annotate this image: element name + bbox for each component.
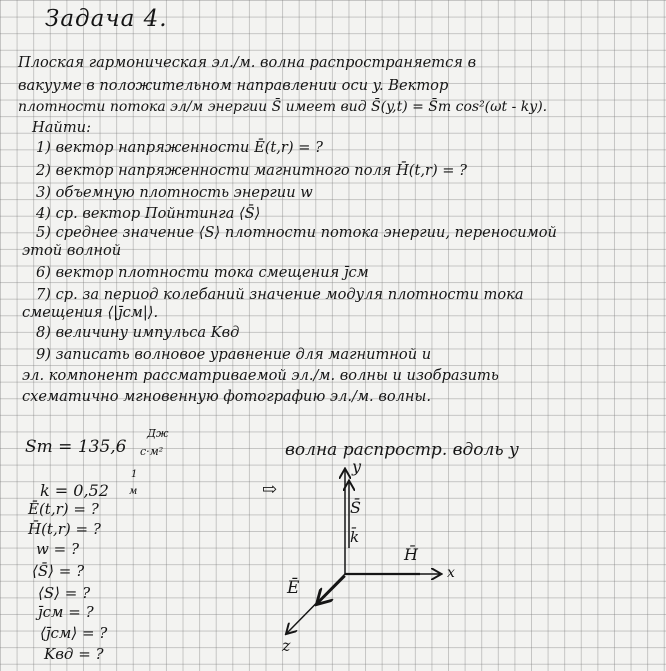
task-5: 5) среднее значение ⟨S⟩ плотности потока энергии, переносимой: [36, 224, 557, 241]
label-vector-E: Ē: [287, 578, 300, 598]
vector-E: [318, 576, 345, 603]
unknown-j: j̄см = ?: [38, 603, 94, 621]
task-1: 1) вектор напряженности Ē(t,r) = ?: [36, 139, 323, 156]
label-y-axis: y: [352, 457, 362, 476]
given-k: k = 0,52: [40, 481, 109, 500]
task-3: 3) объемную плотность энергии w: [36, 184, 313, 201]
task-7: 7) ср. за период колебаний значение модуля плотности тока: [36, 286, 524, 303]
unknown-K: Kвд = ?: [44, 645, 104, 663]
given-sm: Sm = 135,6: [25, 437, 127, 457]
task-6: 6) вектор плотности тока смещения j̄см: [36, 264, 369, 281]
given-sm-unit-den: с·м²: [140, 445, 164, 458]
task-2: 2) вектор напряженности магнитного поля H̄(t,r) = ?: [36, 162, 468, 179]
label-vector-k: k̄: [350, 528, 360, 546]
wave-direction-note: волна распростр. вдоль y: [285, 440, 519, 460]
task-9-cont: эл. компонент рассматриваемой эл./м. волны и изобразить: [22, 367, 499, 384]
task-7-cont: смещения ⟨|j̄см|⟩.: [22, 304, 159, 321]
find-heading: Найти:: [32, 119, 91, 136]
task-8: 8) величину импульса Kвд: [36, 324, 240, 341]
implies-arrow-icon: ⇨: [262, 479, 278, 500]
problem-line-2: вакууме в положительном направлении оси y. Вектор: [18, 77, 449, 94]
task-9: 9) записать волновое уравнение для магнитной и: [36, 346, 432, 363]
label-vector-S: S̄: [350, 498, 361, 517]
given-sm-unit-num: Дж: [147, 427, 169, 440]
problem-line-1: Плоская гармоническая эл./м. волна распространяется в: [18, 54, 477, 71]
given-k-unit-num: 1: [131, 469, 138, 480]
unknown-E: Ē(t,r) = ?: [28, 500, 99, 518]
unknown-H: H̄(t,r) = ?: [28, 520, 101, 538]
unknown-j-avg: ⟨j̄см⟩ = ?: [40, 624, 108, 642]
task-4: 4) ср. вектор Пойнтинга ⟨S̄⟩: [36, 205, 261, 222]
given-k-unit-den: м: [129, 486, 138, 497]
unknown-S-vec-avg: ⟨S̄⟩ = ?: [32, 562, 85, 580]
problem-line-3: плотности потока эл/м энергии S̄ имеет вид S̄(y,t) = S̄m cos²(ωt - ky).: [18, 99, 548, 115]
label-vector-H: H̄: [404, 545, 418, 564]
task-title: Задача 4.: [45, 6, 168, 32]
label-x-axis: x: [447, 565, 455, 581]
task-9-cont-2: схематично мгновенную фотографию эл./м. волны.: [22, 388, 432, 405]
label-z-axis: z: [282, 636, 291, 655]
task-5-cont: этой волной: [22, 242, 122, 259]
unknown-S-avg: ⟨S⟩ = ?: [38, 584, 91, 602]
unknown-w: w = ?: [36, 540, 79, 558]
